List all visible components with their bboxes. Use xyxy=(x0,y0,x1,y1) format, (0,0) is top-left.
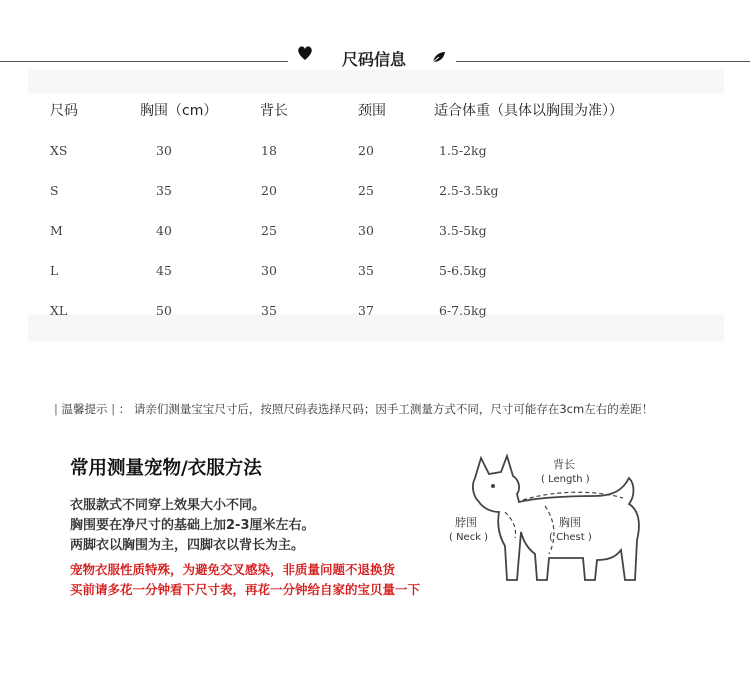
table-cell: 25 xyxy=(358,183,374,198)
table-header-cell: 背长 xyxy=(260,103,288,119)
length-label-en: ( Length ) xyxy=(541,474,590,485)
tip-text: ： 请亲们测量宝宝尺寸后，按照尺码表选择尺码；因手工测量方式不同，尺寸可能存在3cm左右的差距！ xyxy=(118,402,654,416)
table-header-cell: 颈围 xyxy=(358,103,386,119)
size-label-cell: XL xyxy=(50,303,68,318)
tip-line xyxy=(54,401,653,417)
guide-warning: 宠物衣服性质特殊，为避免交叉感染，非质量问题不退换货 xyxy=(70,562,396,577)
table-cell: 30 xyxy=(261,263,277,278)
neck-line xyxy=(505,512,516,538)
table-cell: 35 xyxy=(261,303,277,318)
dog-measurement-diagram xyxy=(445,450,665,600)
neck-label-en: ( Neck ) xyxy=(449,532,489,543)
guide-line: 胸围要在净尺寸的基础上加2-3厘米左右。 xyxy=(70,518,315,533)
table-cell: 25 xyxy=(261,223,277,238)
table-cell: 5-6.5kg xyxy=(439,263,487,278)
measurement-guide xyxy=(60,440,664,606)
table-cell: 50 xyxy=(156,303,172,318)
neck-label-cn: 脖围 xyxy=(455,516,477,529)
table-header-cell: 适合体重（具体以胸围为准）） xyxy=(434,103,623,119)
guide-warning: 买前请多花一分钟看下尺寸表，再花一分钟给自家的宝贝量一下 xyxy=(70,582,421,597)
header-rule-left xyxy=(0,61,288,62)
page-title: 尺码信息 xyxy=(341,50,406,69)
table-cell: 3.5-5kg xyxy=(439,223,487,238)
size-label-cell: XS xyxy=(50,143,68,158)
table-cell: 1.5-2kg xyxy=(439,143,487,158)
table-cell: 6-7.5kg xyxy=(439,303,487,318)
table-cell: 37 xyxy=(358,303,374,318)
guide-title: 常用测量宠物/衣服方法 xyxy=(70,458,262,479)
table-cell: 20 xyxy=(358,143,374,158)
table-cell: 18 xyxy=(261,143,277,158)
table-cell: 2.5-3.5kg xyxy=(439,183,499,198)
table-cell: 45 xyxy=(156,263,172,278)
tip-label: 温馨提示 xyxy=(61,402,108,416)
chest-line xyxy=(545,506,554,554)
table-header-cell: 胸围（cm） xyxy=(140,103,218,119)
table-header-cell: 尺码 xyxy=(50,103,78,119)
size-label-cell: M xyxy=(50,223,63,238)
heart-icon xyxy=(296,44,314,62)
length-label-cn: 背长 xyxy=(553,458,575,471)
dog-eye xyxy=(491,484,495,488)
size-label-cell: S xyxy=(50,183,59,198)
table-cell: 20 xyxy=(261,183,277,198)
guide-line: 两脚衣以胸围为主，四脚衣以背长为主。 xyxy=(70,538,305,553)
table-cell: 30 xyxy=(156,143,172,158)
size-table-body xyxy=(28,94,724,314)
tip-bar-right: | xyxy=(111,402,116,416)
table-cell: 35 xyxy=(156,183,172,198)
tip-bar-left: | xyxy=(54,402,58,416)
table-cell: 40 xyxy=(156,223,172,238)
table-cell: 35 xyxy=(358,263,374,278)
guide-line: 衣服款式不同穿上效果大小不同。 xyxy=(70,498,266,513)
leaf-icon xyxy=(431,50,447,64)
header-rule-right xyxy=(456,61,750,62)
chest-label-en: ( Chest ) xyxy=(549,532,592,543)
table-cell: 30 xyxy=(358,223,374,238)
chest-label-cn: 胸围 xyxy=(559,516,581,529)
size-label-cell: L xyxy=(50,263,59,278)
